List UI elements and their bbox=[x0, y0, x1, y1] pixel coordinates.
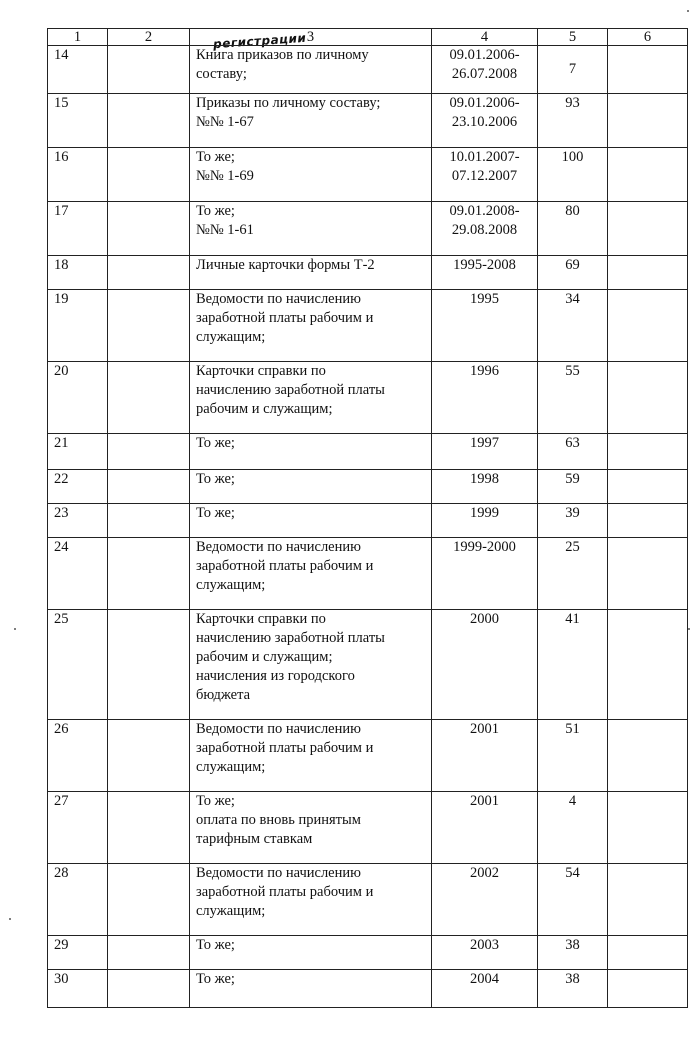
sheet-count-cell: 55 bbox=[538, 362, 608, 434]
date-range-cell: 2004 bbox=[432, 970, 538, 1008]
date-range-cell: 09.01.2006- 23.10.2006 bbox=[432, 94, 538, 148]
sheet-count-cell: 34 bbox=[538, 290, 608, 362]
notes-cell bbox=[608, 362, 688, 434]
column-2-cell bbox=[108, 936, 190, 970]
sheet-count-cell: 7 bbox=[538, 46, 608, 94]
table-row bbox=[48, 362, 688, 434]
date-range-cell: 1999-2000 bbox=[432, 538, 538, 610]
column-2-cell bbox=[108, 538, 190, 610]
column-2-cell bbox=[108, 94, 190, 148]
date-range-cell: 2001 bbox=[432, 720, 538, 792]
header-row bbox=[48, 29, 688, 46]
notes-cell bbox=[608, 792, 688, 864]
row-number-cell: 27 bbox=[48, 792, 108, 864]
document-title-cell: То же; №№ 1-61 bbox=[190, 202, 432, 256]
column-2-cell bbox=[108, 362, 190, 434]
row-number-cell: 26 bbox=[48, 720, 108, 792]
document-title-cell: То же; bbox=[190, 470, 432, 504]
row-number-cell: 16 bbox=[48, 148, 108, 202]
row-number-cell: 14 bbox=[48, 46, 108, 94]
notes-cell bbox=[608, 538, 688, 610]
row-number-cell: 24 bbox=[48, 538, 108, 610]
document-title-cell: То же; оплата по вновь принятым тарифным ставкам bbox=[190, 792, 432, 864]
document-title-cell: То же; bbox=[190, 936, 432, 970]
notes-cell bbox=[608, 94, 688, 148]
row-number-cell: 19 bbox=[48, 290, 108, 362]
date-range-cell: 09.01.2006- 26.07.2008 bbox=[432, 46, 538, 94]
row-number-cell: 30 bbox=[48, 970, 108, 1008]
header-cell: 5 bbox=[538, 29, 608, 46]
document-title-cell: То же; bbox=[190, 434, 432, 470]
scan-speck bbox=[687, 10, 689, 12]
date-range-cell: 2002 bbox=[432, 864, 538, 936]
scan-speck bbox=[14, 628, 16, 630]
document-title-cell: Приказы по личному составу; №№ 1-67 bbox=[190, 94, 432, 148]
row-number-cell: 20 bbox=[48, 362, 108, 434]
document-title-cell: Личные карточки формы Т-2 bbox=[190, 256, 432, 290]
notes-cell bbox=[608, 46, 688, 94]
table-row bbox=[48, 970, 688, 1008]
column-2-cell bbox=[108, 864, 190, 936]
table-row bbox=[48, 720, 688, 792]
table-row bbox=[48, 290, 688, 362]
date-range-cell: 1997 bbox=[432, 434, 538, 470]
date-range-cell: 2003 bbox=[432, 936, 538, 970]
table-row bbox=[48, 148, 688, 202]
notes-cell bbox=[608, 504, 688, 538]
notes-cell bbox=[608, 970, 688, 1008]
column-2-cell bbox=[108, 720, 190, 792]
notes-cell bbox=[608, 290, 688, 362]
document-title-cell: Ведомости по начислению заработной платы рабочим и служащим; bbox=[190, 290, 432, 362]
document-title-cell: То же; №№ 1-69 bbox=[190, 148, 432, 202]
column-2-cell bbox=[108, 610, 190, 720]
scan-speck bbox=[9, 918, 11, 920]
sheet-count-cell: 100 bbox=[538, 148, 608, 202]
sheet-count-cell: 38 bbox=[538, 970, 608, 1008]
notes-cell bbox=[608, 720, 688, 792]
table-row bbox=[48, 792, 688, 864]
sheet-count-cell: 41 bbox=[538, 610, 608, 720]
date-range-cell: 1996 bbox=[432, 362, 538, 434]
sheet-count-cell: 59 bbox=[538, 470, 608, 504]
notes-cell bbox=[608, 434, 688, 470]
column-2-cell bbox=[108, 470, 190, 504]
row-number-cell: 28 bbox=[48, 864, 108, 936]
row-number-cell: 22 bbox=[48, 470, 108, 504]
handwritten-annotation: регистрации bbox=[212, 30, 307, 52]
column-2-cell bbox=[108, 46, 190, 94]
sheet-count-cell: 93 bbox=[538, 94, 608, 148]
column-2-cell bbox=[108, 290, 190, 362]
table-row bbox=[48, 864, 688, 936]
notes-cell bbox=[608, 256, 688, 290]
date-range-cell: 1999 bbox=[432, 504, 538, 538]
header-cell: 1 bbox=[48, 29, 108, 46]
notes-cell bbox=[608, 936, 688, 970]
document-title-cell: Ведомости по начислению заработной платы рабочим и служащим; bbox=[190, 538, 432, 610]
column-2-cell bbox=[108, 256, 190, 290]
row-number-cell: 29 bbox=[48, 936, 108, 970]
date-range-cell: 2000 bbox=[432, 610, 538, 720]
notes-cell bbox=[608, 470, 688, 504]
header-cell: 3 bbox=[190, 29, 432, 46]
sheet-count-cell: 69 bbox=[538, 256, 608, 290]
sheet-count-cell: 4 bbox=[538, 792, 608, 864]
date-range-cell: 10.01.2007- 07.12.2007 bbox=[432, 148, 538, 202]
document-title-cell: Ведомости по начислению заработной платы рабочим и служащим; bbox=[190, 864, 432, 936]
scan-speck bbox=[688, 628, 690, 630]
notes-cell bbox=[608, 864, 688, 936]
table-row bbox=[48, 256, 688, 290]
document-title-cell: То же; bbox=[190, 504, 432, 538]
column-2-cell bbox=[108, 434, 190, 470]
column-2-cell bbox=[108, 970, 190, 1008]
table-row bbox=[48, 538, 688, 610]
document-title-cell: Карточки справки по начислению заработной платы рабочим и служащим; начисления из городского бюджета bbox=[190, 610, 432, 720]
table-row bbox=[48, 46, 688, 94]
date-range-cell: 1995 bbox=[432, 290, 538, 362]
date-range-cell: 09.01.2008- 29.08.2008 bbox=[432, 202, 538, 256]
sheet-count-cell: 54 bbox=[538, 864, 608, 936]
table-row bbox=[48, 610, 688, 720]
date-range-cell: 2001 bbox=[432, 792, 538, 864]
column-2-cell bbox=[108, 504, 190, 538]
row-number-cell: 18 bbox=[48, 256, 108, 290]
table-row bbox=[48, 94, 688, 148]
column-2-cell bbox=[108, 792, 190, 864]
notes-cell bbox=[608, 202, 688, 256]
sheet-count-cell: 51 bbox=[538, 720, 608, 792]
table-row bbox=[48, 936, 688, 970]
table-row bbox=[48, 470, 688, 504]
date-range-cell: 1998 bbox=[432, 470, 538, 504]
archive-inventory-table bbox=[47, 28, 688, 1008]
sheet-count-cell: 63 bbox=[538, 434, 608, 470]
document-title-cell: Книга приказов по личному составу; bbox=[190, 46, 432, 94]
row-number-cell: 21 bbox=[48, 434, 108, 470]
table-row bbox=[48, 434, 688, 470]
document-title-cell: Ведомости по начислению заработной платы рабочим и служащим; bbox=[190, 720, 432, 792]
sheet-count-cell: 25 bbox=[538, 538, 608, 610]
column-2-cell bbox=[108, 202, 190, 256]
row-number-cell: 25 bbox=[48, 610, 108, 720]
notes-cell bbox=[608, 610, 688, 720]
sheet-count-cell: 38 bbox=[538, 936, 608, 970]
header-cell: 2 bbox=[108, 29, 190, 46]
row-number-cell: 23 bbox=[48, 504, 108, 538]
sheet-count-cell: 80 bbox=[538, 202, 608, 256]
table-row bbox=[48, 504, 688, 538]
row-number-cell: 17 bbox=[48, 202, 108, 256]
document-title-cell: То же; bbox=[190, 970, 432, 1008]
notes-cell bbox=[608, 148, 688, 202]
header-cell: 4 bbox=[432, 29, 538, 46]
column-2-cell bbox=[108, 148, 190, 202]
header-cell: 6 bbox=[608, 29, 688, 46]
date-range-cell: 1995-2008 bbox=[432, 256, 538, 290]
row-number-cell: 15 bbox=[48, 94, 108, 148]
sheet-count-cell: 39 bbox=[538, 504, 608, 538]
table-row bbox=[48, 202, 688, 256]
document-title-cell: Карточки справки по начислению заработной платы рабочим и служащим; bbox=[190, 362, 432, 434]
